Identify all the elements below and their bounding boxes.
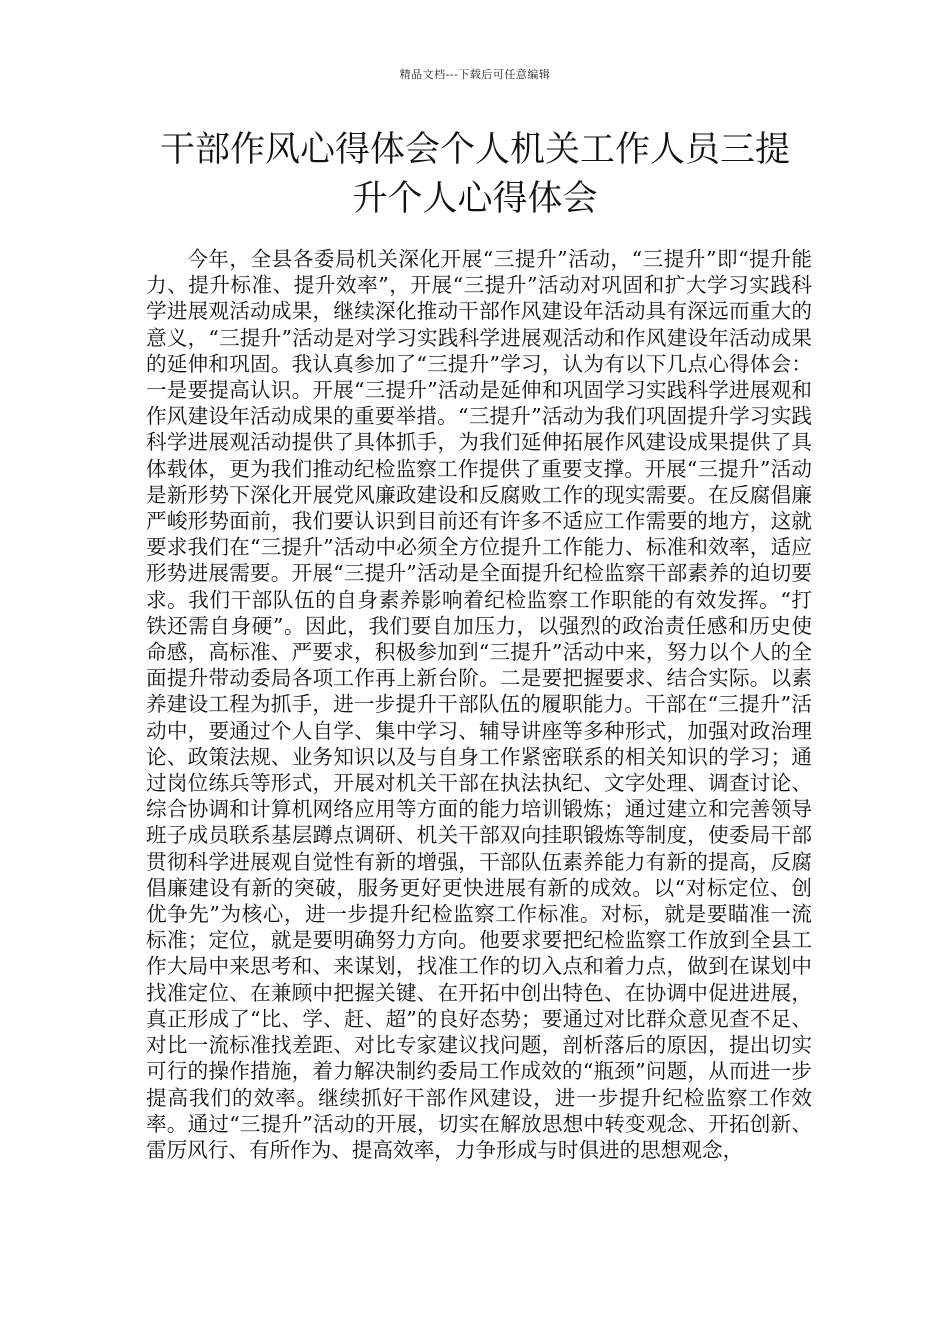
body-paragraph: 今年，全县各委局机关深化开展“三提升”活动，“三提升”即“提升能力、提升标准、提升效率”，开展“三提升”活动对巩固和扩大学习实践科学进展观活动成果，继续深化推动干部作风建设年活动具有深远而重大的意义，“三提升”活动是对学习实践科学进展观活动和作风建设年活动成果的延伸和巩固。我认真参加了“三提升”学习，认为有以下几点心得体会：一是要提高认识。开展“三提升”活动是延伸和巩固学习实践科学进展观和作风建设年活动成果的重要举措。“三提升”活动为我们巩固提升学习实践科学进展观活动提供了具体抓手，为我们延伸拓展作风建设成果提供了具体载体，更为我们推动纪检监察工作提供了重要支撑。开展“三提升”活动是新形势下深化开展党风廉政建设和反腐败工作的现实需要。在反腐倡廉严峻形势面前，我们要认识到目前还有许多不适应工作需要的地方，这就要求我们在“三提升”活动中必须全方位提升工作能力、标准和效率，适应形势进展需要。开展“三提升”活动是全面提升纪检监察干部素养的迫切要求。我们干部队伍的自身素养影响着纪检监察工作职能的有效发挥。“打铁还需自身硬”。因此，我们要自加压力，以强烈的政治责任感和历史使命感，高标准、严要求，积极参加到“三提升”活动中来，努力以个人的全面提升带动委局各项工作再上新台阶。二是要把握要求、结合实际。以素养建设工程为抓手，进一步提升干部队伍的履职能力。干部在“三提升”活动中，要通过个人自学、集中学习、辅导讲座等多种形式，加强对政治理论、政策法规、业务知识以及与自身工作紧密联系的相关知识的学习；通过岗位练兵等形式，开展对机关干部在执法执纪、文字处理、调查讨论、综合协调和计算机网络应用等方面的能力培训锻炼；通过建立和完善领导班子成员联系基层蹲点调研、机关干部双向挂职锻炼等制度，使委局干部贯彻科学进展观自觉性有新的增强，干部队伍素养能力有新的提高，反腐倡廉建设有新的突破，服务更好更快进展有新的成效。以“对标定位、创优争先”为核心，进一步提升纪检监察工作标准。对标，就是要瞄准一流标准；定位，就是要明确努力方向。他要求要把纪检监察工作放到全县工作大局中来思考和、来谋划，找准工作的切入点和着力点，做到在谋划中找准定位、在兼顾中把握关键、在开拓中创出特色、在协调中促进进展，真正形成了“比、学、赶、超”的良好态势；要通过对比群众意见查不足、对比一流标准找差距、对比专家建议找问题，剖析落后的原因，提出切实可行的操作措施，着力解决制约委局工作成效的“瓶颈”问题，从而进一步提高我们的效率。继续抓好干部作风建设，进一步提升纪检监察工作效率。通过“三提升”活动的开展，切实在解放思想中转变观念、开拓创新、雷厉风行、有所作为、提高效率，力争形成与时俱进的思想观念， xyxy=(146,247,812,1162)
document-title: 干部作风心得体会个人机关工作人员三提升个人心得体会 xyxy=(159,130,790,219)
header-note: 精品文档---下载后可任意编辑 xyxy=(399,68,551,81)
